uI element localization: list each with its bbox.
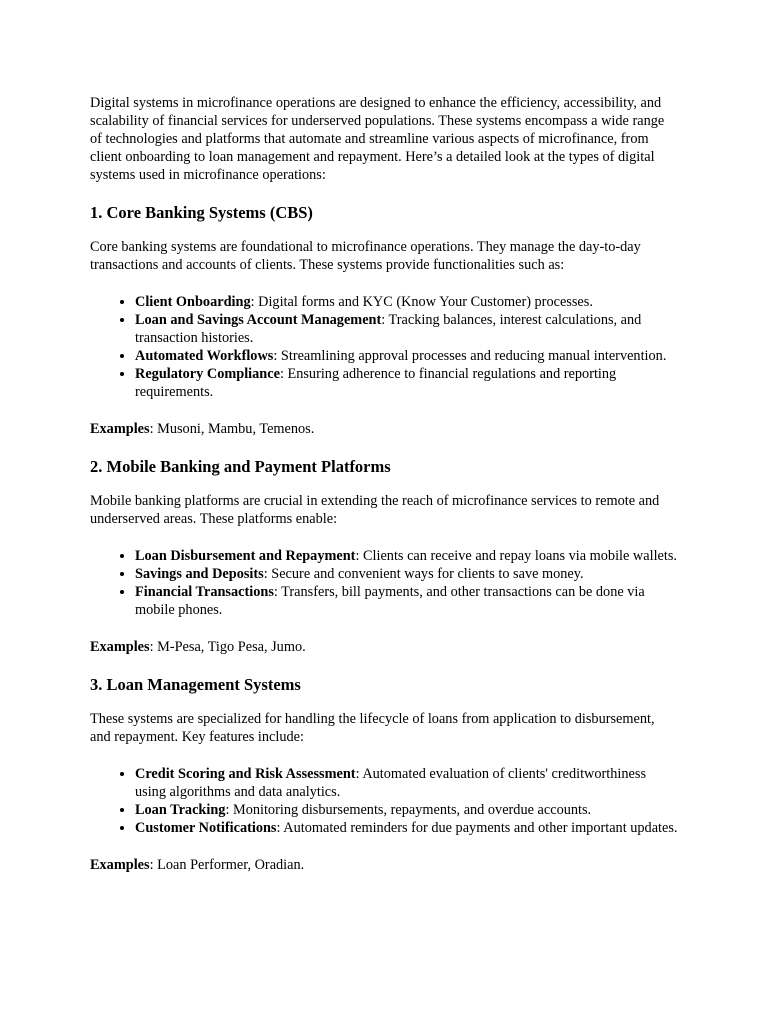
item-text: : Automated evaluation of clients' creditworthiness using algorithms and data analytics. xyxy=(135,766,647,800)
list-item xyxy=(135,801,678,819)
list-item xyxy=(135,293,678,311)
list-item xyxy=(135,547,678,565)
examples-text: : Loan Performer, Oradian. xyxy=(149,857,305,873)
item-term: Regulatory Compliance xyxy=(135,366,280,382)
intro-paragraph: Digital systems in microfinance operations are designed to enhance the efficiency, accessibility, and scalability of financial services for underserved populations. These systems encompass a wide range of technologies and platforms that automate and streamline various aspects of microfinance, from client onboarding to loan management and repayment. Here’s a detailed look at the types of digital systems used in microfinance operations: xyxy=(90,95,665,183)
section-heading: 3. Loan Management Systems xyxy=(90,675,301,694)
section-paragraph: Core banking systems are foundational to microfinance operations. They manage the day-to-day transactions and accounts of clients. These systems provide functionalities such as: xyxy=(90,239,641,273)
list-item xyxy=(135,583,678,619)
section-heading: 1. Core Banking Systems (CBS) xyxy=(90,203,313,222)
item-text: : Streamlining approval processes and reducing manual intervention. xyxy=(273,348,667,364)
item-term: Loan Disbursement and Repayment xyxy=(135,548,356,564)
list-item xyxy=(135,819,678,837)
item-text: : Ensuring adherence to financial regulations and reporting requirements. xyxy=(135,366,617,400)
examples-text: : Musoni, Mambu, Temenos. xyxy=(149,421,315,437)
feature-list xyxy=(90,547,678,619)
section-mobile-banking xyxy=(90,457,678,656)
section-core-banking xyxy=(90,203,678,438)
item-text: : Digital forms and KYC (Know Your Customer) processes. xyxy=(250,294,593,310)
list-item xyxy=(135,365,678,401)
examples-line xyxy=(90,856,678,874)
examples-label: Examples xyxy=(90,857,150,873)
item-term: Credit Scoring and Risk Assessment xyxy=(135,766,356,782)
feature-list xyxy=(90,765,678,837)
examples-text: : M-Pesa, Tigo Pesa, Jumo. xyxy=(149,639,306,655)
item-text: : Secure and convenient ways for clients to save money. xyxy=(263,566,584,582)
item-term: Financial Transactions xyxy=(135,584,274,600)
item-term: Loan and Savings Account Management xyxy=(135,312,382,328)
item-text: : Tracking balances, interest calculations, and transaction histories. xyxy=(135,312,642,346)
section-heading: 2. Mobile Banking and Payment Platforms xyxy=(90,457,391,476)
examples-label: Examples xyxy=(90,639,150,655)
list-item xyxy=(135,765,678,801)
list-item xyxy=(135,347,678,365)
feature-list xyxy=(90,293,678,401)
examples-line xyxy=(90,420,678,438)
section-paragraph: Mobile banking platforms are crucial in extending the reach of microfinance services to remote and underserved areas. These platforms enable: xyxy=(90,493,660,527)
item-term: Customer Notifications xyxy=(135,820,277,836)
item-term: Loan Tracking xyxy=(135,802,226,818)
section-loan-management xyxy=(90,675,678,874)
item-text: : Transfers, bill payments, and other transactions can be done via mobile phones. xyxy=(135,584,645,618)
section-paragraph: These systems are specialized for handling the lifecycle of loans from application to disbursement, and repayment. Key features include: xyxy=(90,711,655,745)
item-term: Automated Workflows xyxy=(135,348,274,364)
item-term: Savings and Deposits xyxy=(135,566,264,582)
list-item xyxy=(135,311,678,347)
item-text: : Clients can receive and repay loans via mobile wallets. xyxy=(355,548,678,564)
item-term: Client Onboarding xyxy=(135,294,251,310)
list-item xyxy=(135,565,678,583)
examples-line xyxy=(90,638,678,656)
item-text: : Automated reminders for due payments and other important updates. xyxy=(276,820,678,836)
examples-label: Examples xyxy=(90,421,150,437)
item-text: : Monitoring disbursements, repayments, and overdue accounts. xyxy=(225,802,592,818)
